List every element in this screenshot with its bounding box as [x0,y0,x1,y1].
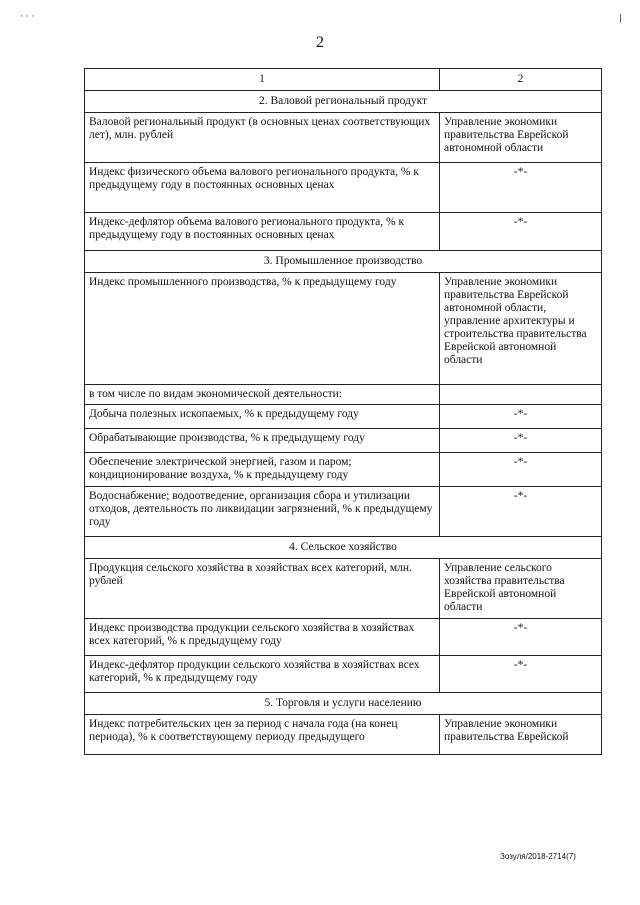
indicator-cell: Индекс-дефлятор продукции сельского хозяйства в хозяйствах всех категорий, % к предыдущему году [85,656,440,693]
indicator-cell: Водоснабжение; водоотведение, организация сбора и утилизации отходов, деятельность по ликвидации загрязнений, % к предыдущему году [85,487,440,537]
responsible-cell: -*- [440,656,602,693]
responsible-cell: Управление экономики правительства Еврейской автономной области [440,113,602,163]
responsible-cell: Управление сельского хозяйства правительства Еврейской автономной области [440,559,602,619]
section-title: 5. Торговля и услуги населению [85,693,602,715]
table-row [85,273,602,385]
table-row [85,619,602,656]
scan-line: | [619,14,623,24]
indicator-cell: Индекс производства продукции сельского хозяйства в хозяйствах всех категорий, % к предыдущему году [85,619,440,656]
indicator-cell: Индекс физического объема валового регионального продукта, % к предыдущему году в постоянных основных ценах [85,163,440,213]
indicator-cell: Индекс-дефлятор объема валового регионального продукта, % к предыдущему году в постоянных основных ценах [85,213,440,251]
table-row [85,656,602,693]
column-header-1: 1 [85,69,440,91]
indicator-cell: Продукция сельского хозяйства в хозяйствах всех категорий, млн. рублей [85,559,440,619]
section-title: 3. Промышленное производство [85,251,602,273]
responsible-cell: -*- [440,405,602,429]
indicator-cell: Валовой региональный продукт (в основных ценах соответствующих лет), млн. рублей [85,113,440,163]
section-header-row [85,91,602,113]
section-title: 4. Сельское хозяйство [85,537,602,559]
responsible-cell: -*- [440,429,602,453]
document-code: Зозуля/2018-2714(7) [500,852,576,861]
indicator-cell: Добыча полезных ископаемых, % к предыдущему году [85,405,440,429]
table-row [85,453,602,487]
table-row [85,213,602,251]
responsible-cell: -*- [440,453,602,487]
section-header-row [85,251,602,273]
table-row [85,487,602,537]
table-row [85,163,602,213]
responsible-cell: -*- [440,213,602,251]
indicator-cell: Обеспечение электрической энергией, газом и паром; кондиционирование воздуха, % к предыдущему году [85,453,440,487]
responsible-cell: Управление экономики правительства Еврейской автономной области, управление архитектуры и строительства правительства Еврейской автономной области [440,273,602,385]
table-header-row [85,69,602,91]
section-header-row [85,537,602,559]
responsible-cell: -*- [440,487,602,537]
scan-speck: · · · [20,12,35,22]
table-row [85,715,602,755]
page-number: 2 [316,34,324,51]
section-header-row [85,693,602,715]
table-row [85,405,602,429]
indicator-cell: Индекс потребительских цен за период с начала года (на конец периода), % к соответствующему периоду предыдущего [85,715,440,755]
responsible-cell: -*- [440,619,602,656]
column-header-2: 2 [440,69,602,91]
table-row [85,559,602,619]
table-row [85,113,602,163]
indicator-cell: в том числе по видам экономической деятельности: [85,385,440,405]
indicator-cell: Индекс промышленного производства, % к предыдущему году [85,273,440,385]
table-row [85,429,602,453]
responsible-cell: -*- [440,163,602,213]
section-title: 2. Валовой региональный продукт [85,91,602,113]
responsible-cell [440,385,602,405]
responsible-cell: Управление экономики правительства Еврейской [440,715,602,755]
indicators-table [84,68,602,755]
table-row [85,385,602,405]
indicator-cell: Обрабатывающие производства, % к предыдущему году [85,429,440,453]
